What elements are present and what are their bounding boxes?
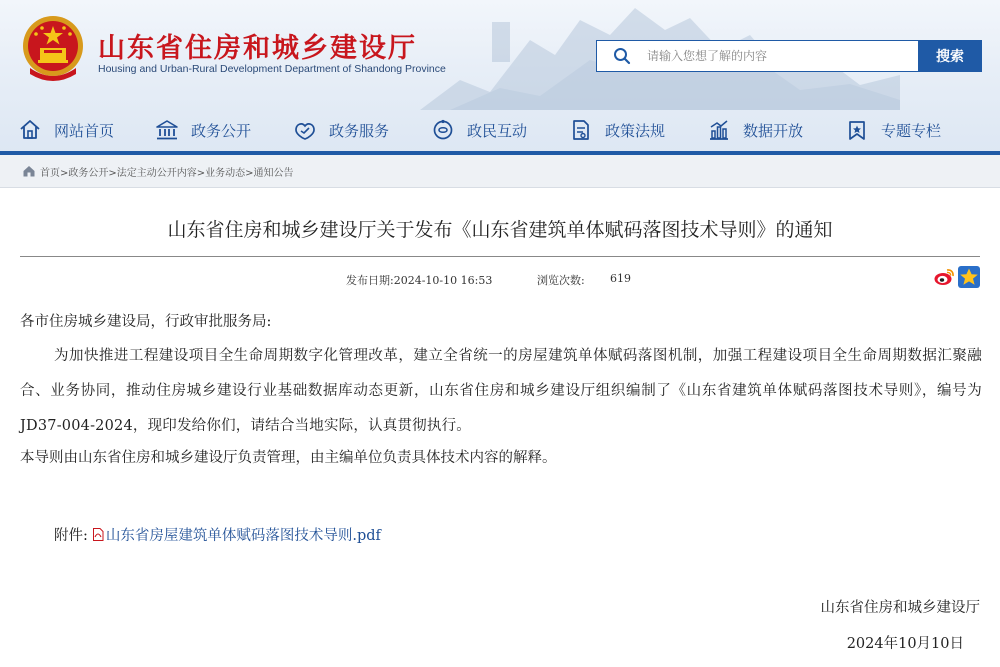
nav-item-label: 数据开放 [743, 121, 804, 140]
chat-icon [431, 118, 455, 142]
article-meta [20, 272, 980, 288]
nav-item-label: 政民互动 [467, 121, 528, 140]
nav-item-label: 网站首页 [54, 121, 115, 140]
article-body [20, 308, 982, 472]
weibo-share-icon[interactable] [934, 268, 954, 286]
nav-item-interaction[interactable] [431, 110, 569, 150]
attachment-label: 附件: [54, 528, 88, 544]
nav-item-label: 政务公开 [191, 121, 252, 140]
search-input[interactable] [647, 41, 918, 71]
nav-item-label: 政策法规 [605, 121, 666, 140]
chart-icon [707, 118, 731, 142]
qzone-share-icon[interactable] [958, 266, 980, 288]
site-header [0, 0, 1000, 155]
search-icon [597, 41, 647, 71]
main-nav [0, 110, 1000, 150]
publish-date: 发布日期:2024-10-10 16:53 [346, 274, 493, 287]
paragraph-2: 本导则由山东省住房和城乡建设厅负责管理，由主编单位负责具体技术内容的解释。 [20, 450, 557, 466]
breadcrumb-bar [0, 155, 1000, 188]
views-count: 619 [610, 272, 631, 285]
signature-date: 2024年10月10日 [846, 636, 964, 652]
salutation: 各市住房城乡建设局，行政审批服务局: [20, 314, 272, 330]
paragraph-1: 为加快推进工程建设项目全生命周期数字化管理改革，建立全省统一的房屋建筑单体赋码落图机制，加强工程建设项目全生命周期数据汇聚融合、业务协同，推动住房城乡建设行业基础数据库动态更新，山东省住房和城乡建设厅组织编制了《山东省建筑单体赋码落图技术导则》，编号为JD37-004-2024，现印发给你们，请结合当地实际，认真贯彻执行。 [20, 348, 982, 434]
home-icon [18, 118, 42, 142]
breadcrumb[interactable]: 首页>政务公开>法定主动公开内容>业务动态>通知公告 [40, 167, 294, 179]
handshake-icon [293, 118, 317, 142]
document-icon [569, 118, 593, 142]
nav-item-gov-affairs[interactable] [155, 110, 293, 150]
title-divider [20, 256, 980, 257]
pdf-icon [92, 528, 104, 541]
nav-item-special-topics[interactable] [845, 110, 975, 150]
nav-item-gov-service[interactable] [293, 110, 431, 150]
nav-item-label: 专题专栏 [881, 121, 942, 140]
national-emblem-icon [20, 14, 86, 84]
views-label: 浏览次数: [537, 274, 585, 287]
nav-item-open-data[interactable] [707, 110, 845, 150]
attachment [54, 524, 381, 545]
article-title: 山东省住房和城乡建设厅关于发布《山东省建筑单体赋码落图技术导则》的通知 [167, 219, 833, 241]
site-subtitle: Housing and Urban-Rural Development Department of Shandong Province [98, 63, 446, 75]
breadcrumb-home-icon[interactable] [22, 164, 36, 178]
nav-item-home[interactable] [18, 110, 155, 150]
site-title: 山东省住房和城乡建设厅 [98, 33, 417, 64]
nav-item-label: 政务服务 [329, 121, 390, 140]
bank-icon [155, 118, 179, 142]
attachment-link[interactable]: 山东省房屋建筑单体赋码落图技术导则.pdf [105, 528, 381, 544]
search-button[interactable]: 搜索 [918, 40, 982, 72]
signature-org: 山东省住房和城乡建设厅 [820, 600, 980, 616]
bookmark-icon [845, 118, 869, 142]
search-box [596, 40, 982, 72]
nav-item-policy[interactable] [569, 110, 707, 150]
